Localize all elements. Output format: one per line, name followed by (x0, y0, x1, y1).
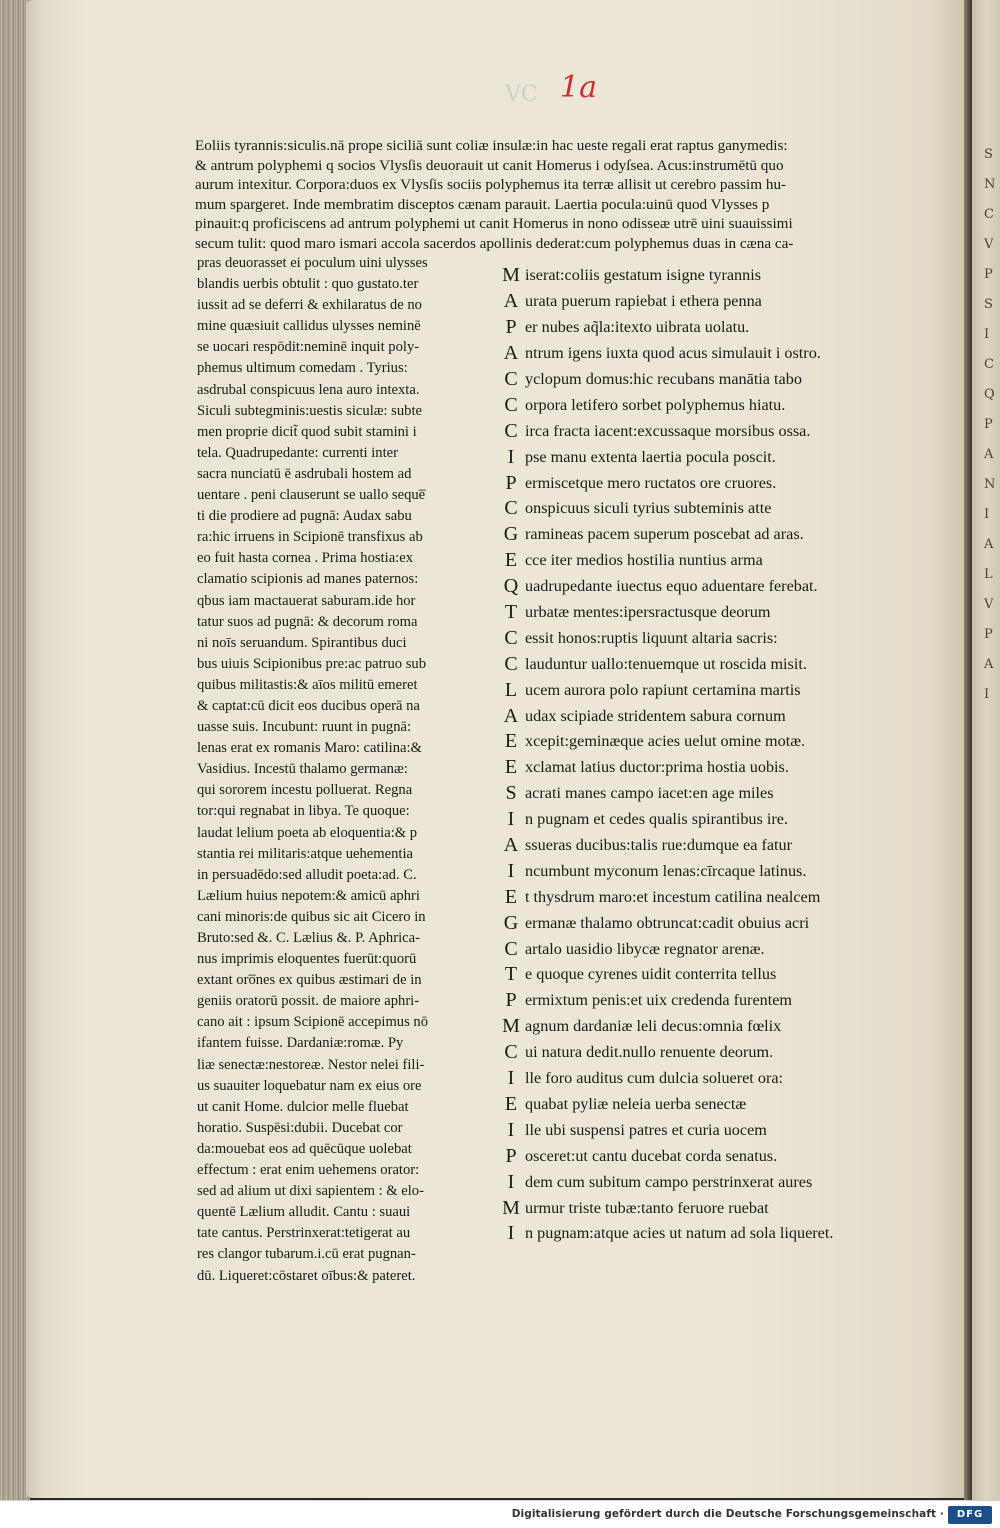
verse-line (497, 1117, 917, 1143)
facing-page-letter: S (984, 297, 993, 312)
verse-initial: M (502, 1196, 520, 1219)
commentary-line: Bruto:sed &. C. Lælius &. P. Aphrica- (197, 930, 420, 946)
verse-initial: E (504, 1092, 518, 1115)
verse-line (497, 1143, 917, 1169)
commentary-line: phemus ultimum comedam . Tyrius: (197, 360, 408, 377)
verse-line (497, 1195, 917, 1221)
facing-page-letter: L (984, 567, 993, 582)
verse-text: xcepit:geminæque acies uelut omine motæ. (525, 732, 806, 751)
verse-initial: A (503, 290, 519, 313)
commentary-line: asdrubal conspicuus lena auro intexta. (197, 381, 420, 398)
verse-initial: G (503, 911, 519, 934)
verse-text: uadrupedante iuectus equo aduentare ferebat. (525, 577, 818, 596)
verse-text: er nubes aq̃la:itexto uibrata uolatu. (525, 318, 750, 337)
commentary-line: se uocari respōdit:neminē inquit poly- (197, 339, 420, 356)
folio-show-through: VC (505, 82, 538, 107)
commentary-line: ra:hic irruens in Scipionē transfixus ab (197, 529, 423, 546)
commentary-line: qui sororem incestu polluerat. Regna (197, 782, 413, 799)
facing-page-letter: P (984, 627, 993, 642)
verse-line (497, 1092, 917, 1118)
verse-line (497, 755, 917, 781)
commentary-line: ti die prodiere ad pugnā: Audax sabu (197, 508, 412, 525)
commentary-line: ni noīs seruandum. Spirantibus duci (197, 634, 407, 651)
commentary-line: ut canit Home. dulcior melle fluebat (197, 1098, 409, 1115)
commentary-line: Lælium huius nepotem:& amicū aphri (197, 887, 420, 904)
commentary-line: Siculi subtegminis:uestis siculæ: subte (197, 402, 422, 419)
verse-line (497, 315, 917, 341)
verse-initial: L (504, 678, 518, 701)
commentary-line: & antrum polyphemi q socios Vlysſis deuorauit ut canit Homerus i odyſsea. Acus:instrumētū quo (195, 156, 784, 174)
verse-initial: E (504, 756, 518, 779)
verse-text: ucem aurora polo rapiunt certamina martis (525, 680, 801, 699)
commentary-line: men proprie dicit̃ quod subit stamini i (197, 423, 417, 440)
verse-text: n pugnam:atque acies ut natum ad sola liqueret. (525, 1224, 834, 1243)
verse-initial: C (504, 393, 518, 416)
verse-text: agnum dardaniæ leli decus:omnia fœlix (525, 1017, 782, 1036)
verse-initial: I (507, 1222, 515, 1245)
verse-line (497, 444, 917, 470)
commentary-line: dū. Liqueret:cōstaret oībus:& pateret. (197, 1267, 416, 1284)
commentary-line: Eoliis tyrannis:siculis.nā prope siciliā sunt coliæ insulæ:in hac ueste regali erat raptus ganymedis: (195, 137, 788, 154)
verse-line (497, 807, 917, 833)
facing-page-letter: P (984, 417, 993, 432)
verse-initial: I (507, 859, 515, 882)
commentary-line: lenas erat ex romanis Maro: catilina:& (197, 740, 422, 757)
folio-mark: 1a (560, 70, 597, 105)
verse-initial: C (504, 1041, 518, 1064)
commentary-line: sacra nunciatū ē asdrubali hostem ad (197, 465, 412, 482)
commentary-line: qbus iam mactauerat saburam.ide hor (197, 592, 416, 609)
verse-text: lauduntur uallo:tenuemque ut roscida misit. (525, 654, 807, 673)
commentary-line: ifantem fuisse. Dardaniæ:romæ. Py (197, 1035, 404, 1052)
verse-line (497, 496, 917, 522)
verse-initial: C (504, 937, 518, 960)
commentary-line: Vasidius. Incestū thalamo germanæ: (197, 761, 408, 778)
verse-initial: I (507, 1118, 515, 1141)
commentary-line: sed ad alium ut dixi sapientem : & elo- (197, 1183, 424, 1200)
verse-text: urbatæ mentes:ipersractusque deorum (525, 603, 771, 622)
commentary-line: iussit ad se deferri & exhilaratus de no (197, 297, 422, 314)
facing-page-letter: N (984, 177, 996, 192)
dfg-logo-label: DFG (956, 1509, 984, 1520)
verse-text: t thysdrum maro:et incestum catilina nealcem (525, 887, 821, 906)
verse-line (497, 470, 917, 496)
commentary-column (197, 253, 479, 1287)
commentary-line: tela. Quadrupedante: currenti inter (197, 444, 398, 461)
funding-credit: Digitalisierung gefördert durch die Deutsche Forschungsgemeinschaft · (511, 1508, 944, 1520)
facing-page-letter: V (984, 237, 994, 252)
verse-line (497, 418, 917, 444)
verse-text: ramineas pacem superum poscebat ad aras. (525, 525, 804, 544)
commentary-line: uasse suis. Incubunt: ruunt in pugnā: (197, 719, 412, 736)
verse-line (497, 988, 917, 1014)
facing-page-letter: C (984, 357, 994, 372)
verse-initial: I (507, 1170, 515, 1193)
verse-initial: C (504, 626, 518, 649)
verse-column (497, 263, 917, 1247)
commentary-line: quentē Lælium alludit. Cantu : suaui (197, 1204, 411, 1221)
verse-initial: M (502, 1015, 520, 1038)
verse-text: xclamat latius ductor:prima hostia uobis. (525, 758, 789, 777)
commentary-line: blandis uerbis obtulit : quo gustato.ter (197, 276, 419, 293)
verse-initial: T (504, 601, 518, 624)
verse-text: ermiscetque mero ructatos ore cruores. (525, 473, 777, 492)
verse-text: osceret:ut cantu ducebat corda senatus. (525, 1146, 778, 1165)
facing-page-letter: A (984, 537, 994, 552)
facing-page-letter: I (984, 507, 990, 522)
verse-text: ermixtum penis:et uix credenda furentem (525, 991, 792, 1010)
verse-initial: C (504, 652, 518, 675)
verse-line (497, 392, 917, 418)
verse-text: e quoque cyrenes uidit conterrita tellus (525, 965, 777, 984)
verse-initial: A (503, 342, 519, 365)
verse-line (497, 936, 917, 962)
verse-text: acrati manes campo iacet:en age miles (525, 784, 774, 803)
verse-initial: C (504, 368, 518, 390)
footer-bar (0, 1500, 1000, 1528)
verse-initial: P (505, 1144, 517, 1167)
commentary-line: tate cantus. Perstrinxerat:tetigerat au (197, 1225, 411, 1242)
verse-line (497, 367, 917, 393)
commentary-line: geniis oratorū possit. de maiore aphri- (197, 993, 420, 1010)
facing-page-letter: I (984, 687, 990, 702)
verse-line (497, 910, 917, 936)
verse-text: ui natura dedit.nullo renuente deorum. (525, 1043, 774, 1062)
commentary-line: laudat lelium poeta ab eloquentia:& p (197, 824, 418, 841)
commentary-line: liæ senectæ:nestoreæ. Nestor nelei fili- (197, 1056, 425, 1073)
facing-page-letter: C (984, 207, 994, 222)
commentary-line: secum tulit: quod maro ismari accola sacerdos apollinis dederat:cum polyphemus duas in cæna ca- (195, 234, 794, 252)
facing-page-letter: Q (984, 387, 995, 402)
commentary-line: cano ait : ipsum Scipionē accepimus nō (197, 1014, 429, 1031)
verse-initial: P (505, 471, 517, 494)
facing-page-letter: I (984, 327, 990, 342)
facing-page-letter: A (984, 447, 994, 462)
verse-initial: A (503, 834, 519, 857)
verse-initial: T (504, 963, 518, 986)
verse-line (497, 600, 917, 626)
commentary-line: clamatio scipionis ad manes paternos: (197, 571, 419, 588)
commentary-line: uentare . peni clauserunt se uallo seque̅ (197, 487, 426, 504)
verse-text: n pugnam et cedes qualis spirantibus ire. (525, 810, 788, 829)
commentary-line: horatio. Suspēsi:dubii. Ducebat cor (197, 1119, 403, 1136)
commentary-line: extant oro̅nes ex quibus æstimari de in (197, 972, 422, 989)
verse-line (497, 1066, 917, 1092)
verse-initial: M (502, 264, 520, 287)
verse-text: lle ubi suspensi patres et curia uocem (525, 1120, 767, 1139)
commentary-line: cani minoris:de quibus sic ait Cicero in (197, 908, 426, 925)
commentary-line: stantia rei militaris:atque uehementia (197, 845, 413, 862)
verse-line (497, 858, 917, 884)
commentary-line: aurum intexitur. Corpora:duos ex Vlysſis sociis polyphemus ita terræ allisit ut cerebro passim hu- (195, 176, 787, 194)
wide-commentary-block (195, 136, 920, 254)
commentary-line: nus imprimis eloquentes fuerūt:quorū (197, 951, 417, 968)
facing-page-letter: A (984, 657, 994, 672)
verse-initial: I (507, 808, 515, 831)
verse-text: ssueras ducibus:talis rue:dumque ea fatur (525, 836, 793, 855)
commentary-line: pras deuorasset ei poculum uini ulysses (197, 255, 428, 271)
verse-initial: P (505, 316, 517, 339)
commentary-line: mine quæsiuit callidus ulysses neminē (197, 318, 421, 335)
verse-initial: E (504, 730, 518, 753)
commentary-line: us suauiter loquebatur nam ex eius ore (197, 1077, 422, 1094)
verse-line (497, 263, 917, 289)
verse-text: ntrum igens iuxta quod acus simulauit i ostro. (525, 344, 821, 363)
commentary-line: & captat:cū dicit eos ducibus operā na (197, 697, 420, 714)
commentary-line: effectum : erat enim uehemens orator: (197, 1162, 420, 1179)
verse-text: iserat:coliis gestatum isigne tyrannis (525, 266, 762, 285)
verse-line (497, 548, 917, 574)
verse-initial: G (503, 523, 519, 546)
verse-text: ermanæ thalamo obtruncat:cadit obuius acri (525, 913, 810, 932)
verse-text: dem cum subitum campo perstrinxerat aures (525, 1172, 813, 1191)
facing-page-letter: P (984, 267, 993, 282)
verse-text: cce iter medios hostilia nuntius arma (525, 551, 763, 570)
verse-line (497, 574, 917, 600)
verse-initial: E (504, 885, 518, 908)
verse-text: orpora letifero sorbet polyphemus hiatu. (525, 395, 786, 414)
verse-initial: I (507, 445, 515, 468)
verse-initial: C (504, 419, 518, 442)
facing-page-letter: N (984, 477, 996, 492)
commentary-line: quibus militastis:& aīos militū emeret (197, 676, 418, 693)
verse-text: lle foro auditus cum dulcia solueret ora: (525, 1069, 784, 1088)
commentary-line: tor:qui regnabat in libya. Te quoque: (197, 803, 410, 820)
verse-line (497, 781, 917, 807)
verse-line (497, 729, 917, 755)
verse-text: urmur triste tubæ:tanto feruore ruebat (525, 1198, 769, 1217)
verse-initial: E (504, 549, 518, 572)
verse-line (497, 884, 917, 910)
commentary-line: da:mouebat eos ad quēcūque uolebat (197, 1140, 412, 1157)
verse-initial: I (507, 1067, 515, 1090)
verse-text: ncumbunt myconum lenas:cīrcaque latinus. (525, 861, 807, 880)
dfg-logo[interactable] (948, 1506, 992, 1524)
verse-initial: C (504, 497, 518, 520)
commentary-line: pinauit:q proficiscens ad antrum polyphemi ut canit Homerus in nono odisseæ utrē uini suauissimi (195, 215, 793, 233)
verse-text: pse manu extenta laertia pocula poscit. (525, 447, 776, 466)
verse-line (497, 1169, 917, 1195)
commentary-line: bus uiuis Scipionibus pre:ac patruo sub (197, 655, 427, 672)
facing-page-edge (972, 0, 1000, 1500)
commentary-line: mum spargeret. Inde membratim disceptos cænam parauit. Laertia pocula:uinū quod Vlysses p (195, 195, 770, 213)
verse-line (497, 1040, 917, 1066)
commentary-line: in persuadēdo:sed alludit poeta:ad. C. (197, 866, 417, 883)
verse-line (497, 1221, 917, 1247)
verse-text: udax scipiade stridentem sabura cornum (525, 706, 786, 725)
verse-text: urata puerum rapiebat i ethera penna (525, 292, 762, 311)
verse-initial: P (505, 989, 517, 1012)
verse-text: onspicuus siculi tyrius subteminis atte (525, 499, 772, 518)
verse-line (497, 677, 917, 703)
verse-line (497, 833, 917, 859)
verse-initial: A (503, 704, 519, 727)
facing-page-letter: V (984, 597, 994, 612)
verse-initial: Q (503, 575, 519, 598)
verse-line (497, 289, 917, 315)
commentary-line: res clangor tubarum.i.cū erat pugnan- (197, 1246, 416, 1263)
verse-text: irca fracta iacent:excussaque morsibus ossa. (525, 421, 811, 440)
verse-line (497, 703, 917, 729)
verse-line (497, 522, 917, 548)
verse-initial: S (505, 782, 517, 805)
verse-line (497, 341, 917, 367)
commentary-line: eo fuit hasta cornea . Prima hostia:ex (197, 550, 413, 567)
verse-text: artalo uasidio libycæ regnator arenæ. (525, 939, 765, 958)
facing-page-letter: S (984, 147, 993, 162)
verse-line (497, 1014, 917, 1040)
verse-line (497, 651, 917, 677)
verse-line (497, 625, 917, 651)
verse-text: quabat pyliæ neleia uerba senectæ (525, 1094, 747, 1113)
verse-text: essit honos:ruptis liquunt altaria sacris: (525, 628, 778, 647)
verse-text: yclopum domus:hic recubans manātia tabo (525, 370, 802, 388)
verse-line (497, 962, 917, 988)
commentary-line: tatur suos ad pugnā: & decorum roma (197, 613, 418, 630)
